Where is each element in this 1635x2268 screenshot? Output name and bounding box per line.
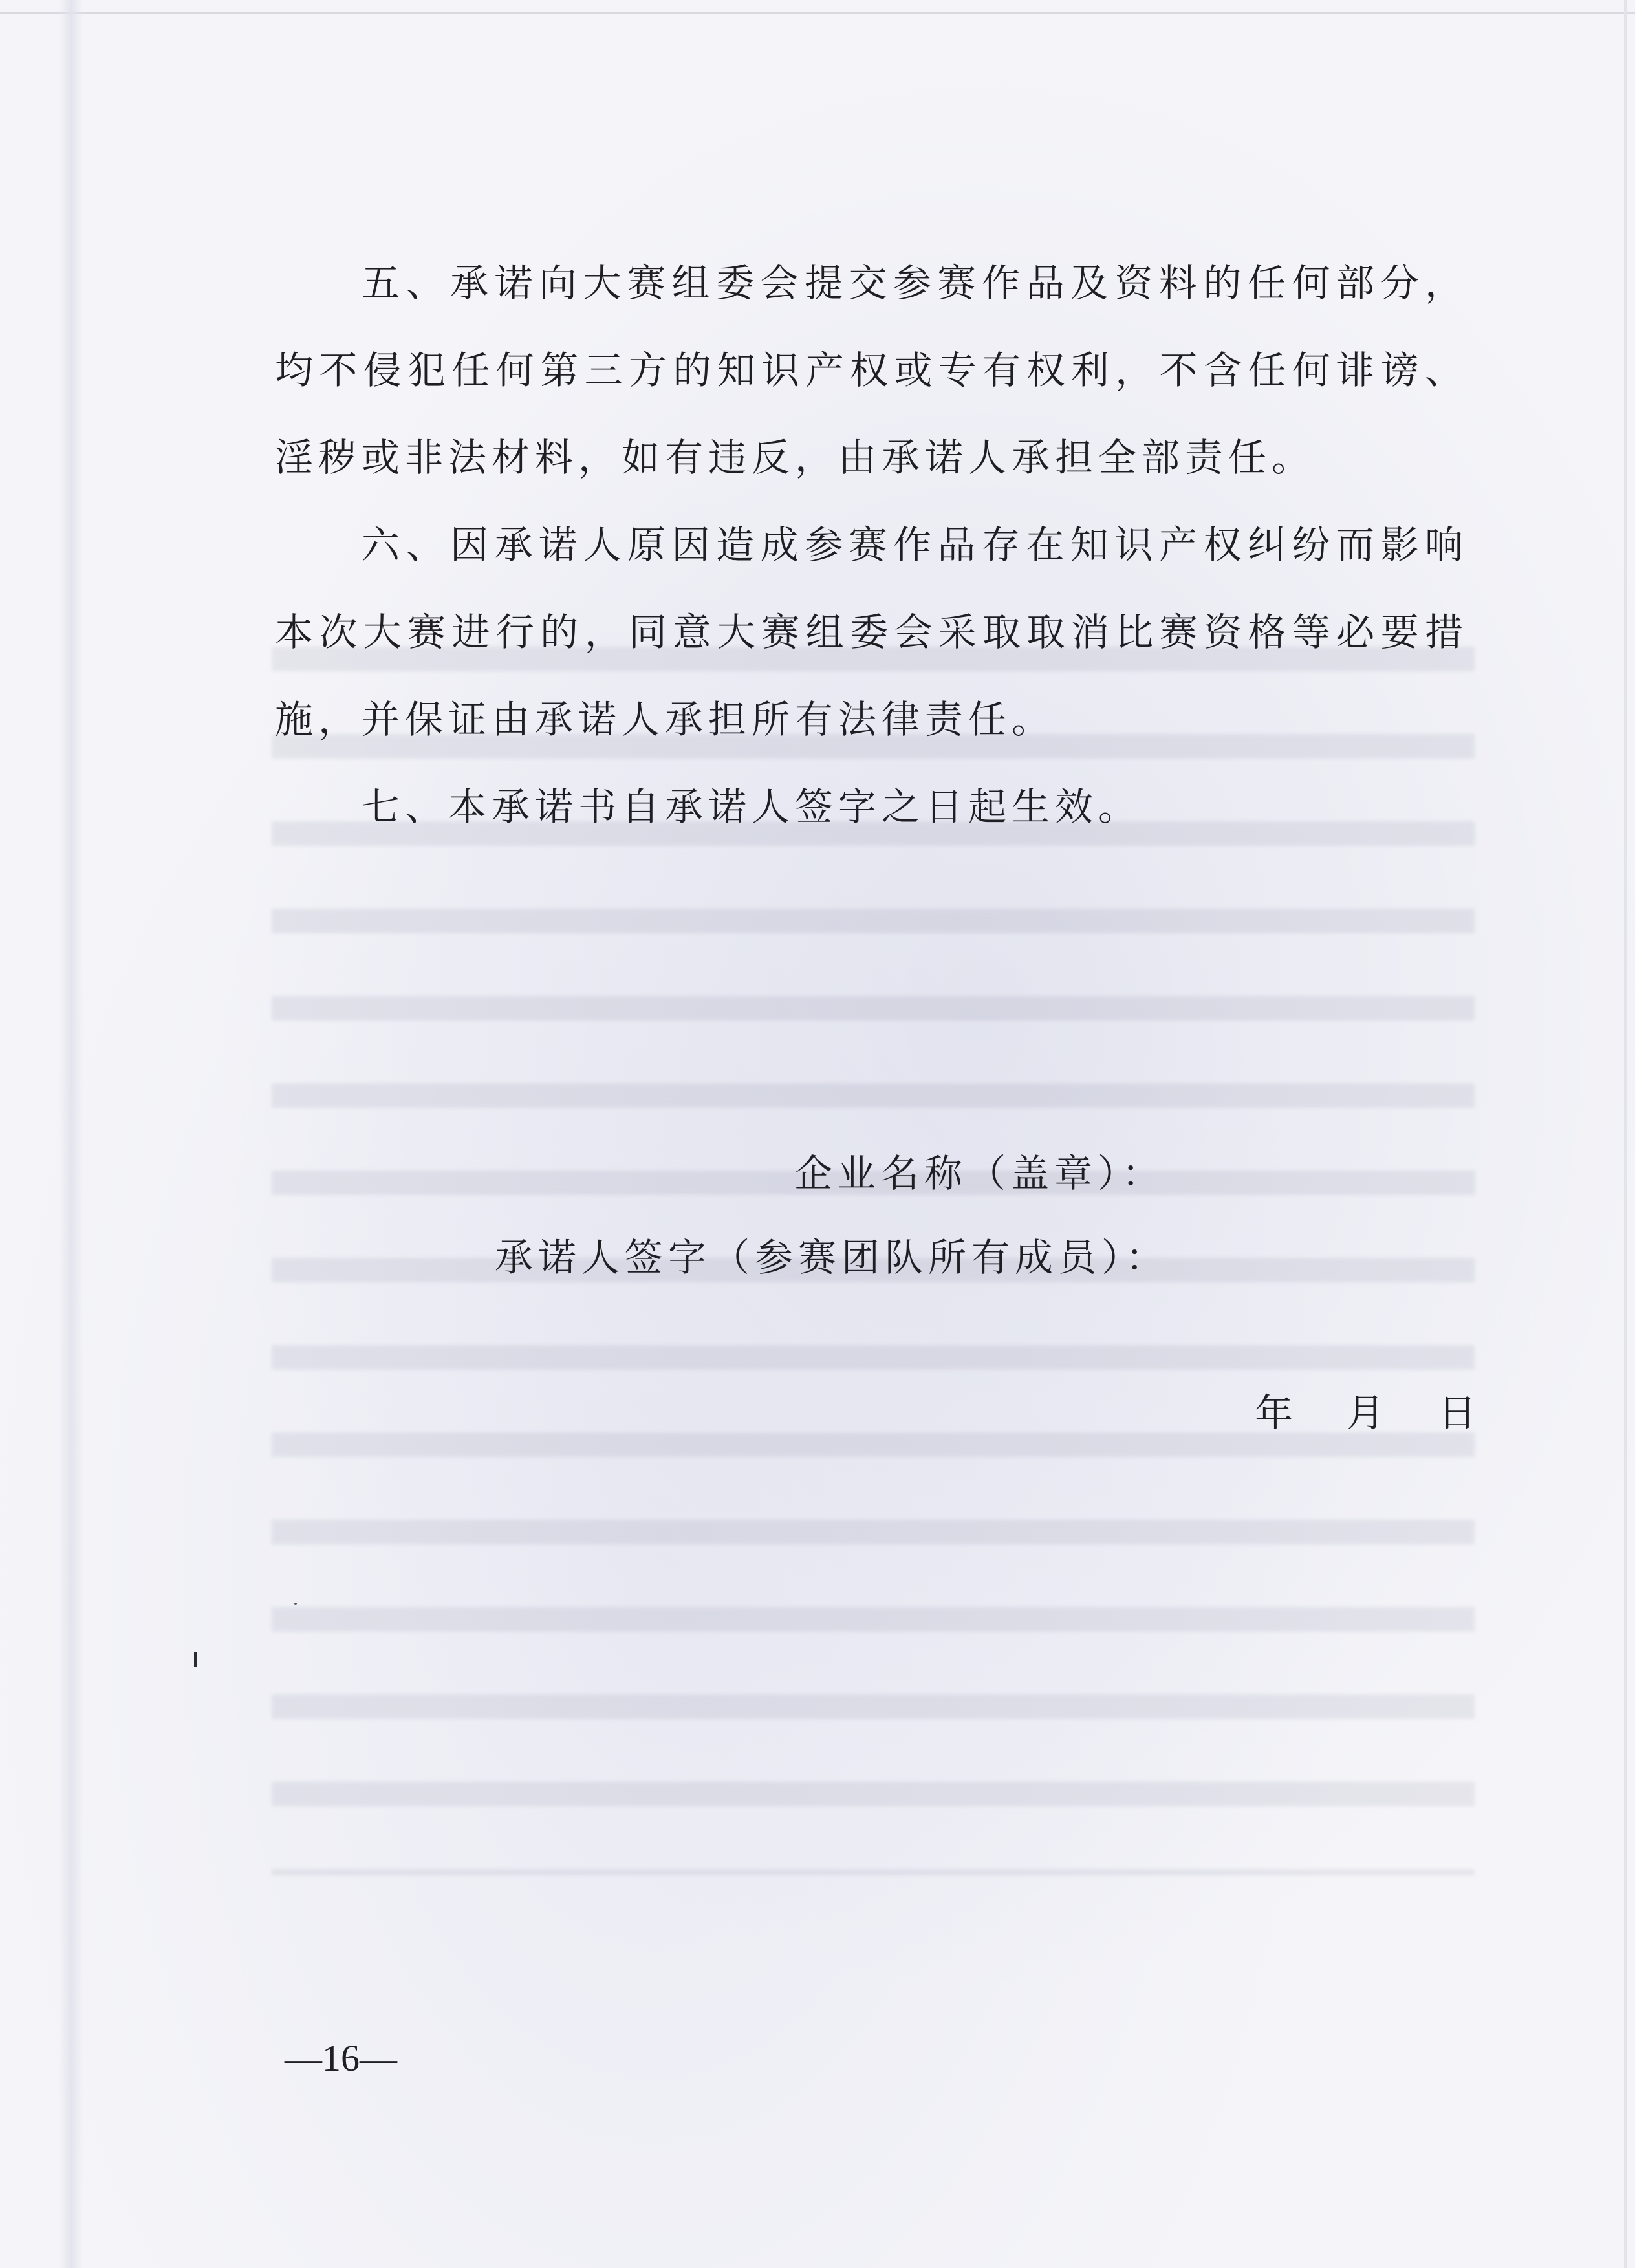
scan-speck (294, 1603, 297, 1605)
date-label: 年 月 日 (1255, 1390, 1486, 1435)
page-number: —16— (285, 2037, 397, 2079)
page-right-edge (1624, 0, 1627, 2268)
clause-seven: 七、本承诺书自承诺人签字之日起生效。 (362, 784, 1142, 829)
company-name-label: 企业名称（盖章）： (794, 1151, 1165, 1196)
clause-five: 五、承诺向大赛组委会提交参赛作品及资料的任何部分，均不侵犯任何第三方的知识产权或专有权利，不含任何诽谤、淫秽或非法材料，如有违反，由承诺人承担全部责任。 (275, 261, 1468, 480)
page-top-edge (0, 12, 1635, 14)
scan-mark (194, 1652, 197, 1667)
clause-six: 六、因承诺人原因造成参赛作品存在知识产权纠纷而影响本次大赛进行的，同意大赛组委会采取取消比赛资格等必要措施，并保证由承诺人承担所有法律责任。 (275, 523, 1468, 742)
binding-shadow (58, 0, 84, 2268)
signer-label: 承诺人签字（参赛团队所有成员）： (495, 1235, 1169, 1280)
